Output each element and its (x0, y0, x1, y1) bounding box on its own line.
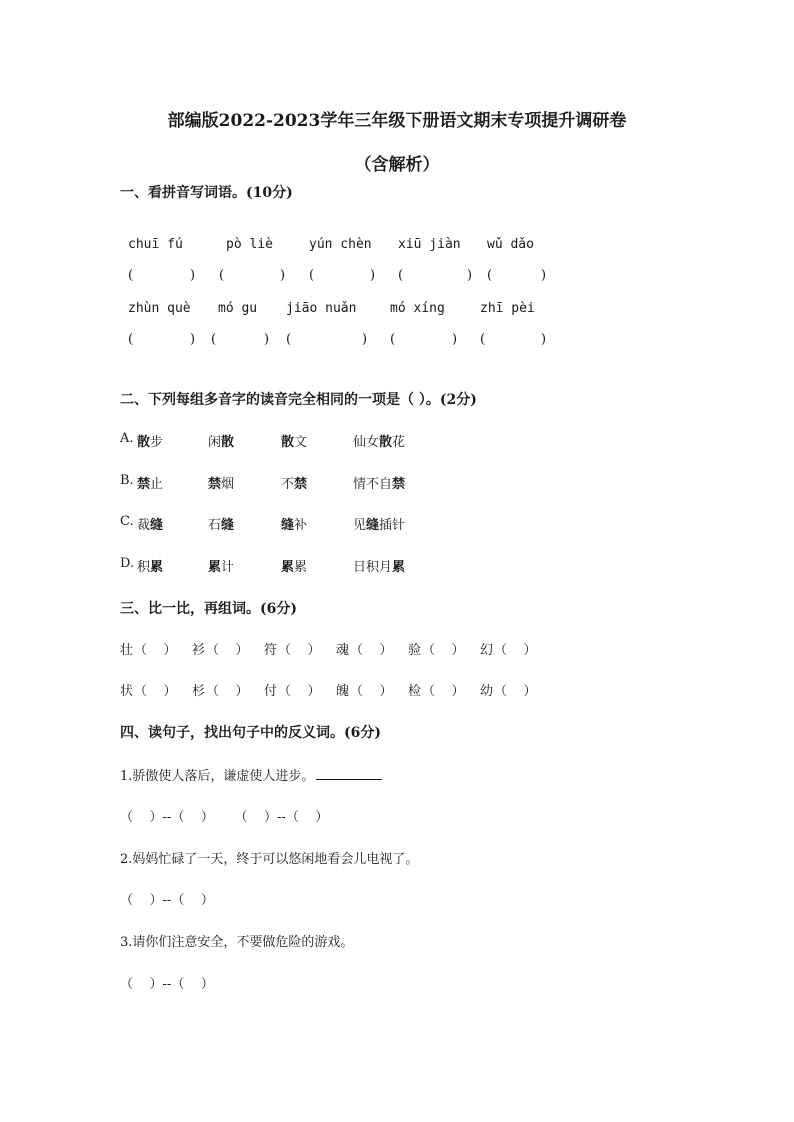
question-2-answer[interactable]: （ ）--（ ） (120, 893, 214, 908)
answer-paren[interactable]: （ ） (422, 643, 465, 658)
question-3-answer[interactable]: （ ）--（ ） (120, 977, 214, 992)
answer-paren[interactable]: （ ） (206, 643, 249, 658)
option-word: 见缝插针 (353, 518, 406, 533)
option-word: 散文 (281, 435, 308, 450)
question-3: 3.请你们注意安全，不要做危险的游戏。 (120, 935, 354, 950)
answer-paren[interactable]: （ ） (206, 684, 249, 699)
pinyin-item: yún chèn (309, 237, 372, 252)
answer-paren-close[interactable]: ) (190, 268, 196, 283)
answer-paren-open[interactable]: ( (390, 332, 396, 347)
compare-char: 验 (408, 643, 422, 658)
option-word: 不禁 (281, 477, 308, 492)
answer-paren-close[interactable]: ) (190, 332, 196, 347)
option-word: 情不自禁 (353, 477, 406, 492)
option-word: 裁缝 (137, 518, 164, 533)
section3-heading: 三、比一比，再组词。(6分) (120, 601, 297, 617)
option-word: 积累 (137, 560, 164, 575)
answer-paren-open[interactable]: ( (398, 268, 404, 283)
section1-heading: 一、看拼音写词语。(10分) (120, 185, 293, 201)
pinyin-item: mó xíng (390, 301, 445, 316)
compare-char: 衫 (192, 643, 206, 658)
option-label: B. (120, 473, 134, 488)
pinyin-item: jiāo nuǎn (286, 301, 357, 316)
option-word: 仙女散花 (353, 435, 406, 450)
pinyin-item: mó gu (218, 301, 258, 316)
question-2: 2.妈妈忙碌了一天，终于可以悠闲地看会儿电视了。 (120, 852, 419, 867)
compare-char: 幼 (480, 684, 494, 699)
option-label: D. (120, 556, 135, 571)
answer-paren-close[interactable]: ) (452, 332, 458, 347)
answer-paren[interactable]: （ ） (422, 684, 465, 699)
answer-paren-open[interactable]: ( (128, 332, 134, 347)
answer-paren-close[interactable]: ) (362, 332, 368, 347)
answer-paren[interactable]: （ ） (494, 684, 537, 699)
pinyin-item: chuī fú (128, 237, 183, 252)
answer-paren-open[interactable]: ( (211, 332, 217, 347)
option-word: 石缝 (208, 518, 235, 533)
answer-paren-close[interactable]: ) (370, 268, 376, 283)
answer-paren-open[interactable]: ( (480, 332, 486, 347)
pinyin-item: xiū jiàn (398, 237, 461, 252)
answer-paren[interactable]: （ ） (134, 684, 177, 699)
answer-paren[interactable]: （ ） (134, 643, 177, 658)
option-word: 日积月累 (353, 560, 406, 575)
answer-paren-close[interactable]: ) (467, 268, 473, 283)
answer-paren-open[interactable]: ( (128, 268, 134, 283)
answer-blank[interactable] (316, 767, 382, 780)
page-subtitle: （含解析） (354, 155, 440, 175)
pinyin-item: zhùn què (128, 301, 191, 316)
answer-paren-open[interactable]: ( (309, 268, 315, 283)
answer-paren-open[interactable]: ( (219, 268, 225, 283)
option-word: 散步 (137, 435, 164, 450)
answer-paren[interactable]: （ ） (278, 643, 321, 658)
answer-paren[interactable]: （ ） (350, 643, 393, 658)
option-word: 禁烟 (208, 477, 235, 492)
answer-paren[interactable]: （ ） (494, 643, 537, 658)
compare-char: 幻 (480, 643, 494, 658)
compare-char: 壮 (120, 643, 134, 658)
compare-char: 状 (120, 684, 134, 699)
option-label: A. (120, 431, 134, 446)
compare-char: 检 (408, 684, 422, 699)
answer-paren-open[interactable]: ( (286, 332, 292, 347)
compare-char: 付 (264, 684, 278, 699)
option-word: 禁止 (137, 477, 164, 492)
page-title: 部编版2022-2023学年三年级下册语文期末专项提升调研卷 (167, 111, 627, 131)
option-word: 缝补 (281, 518, 308, 533)
answer-paren-close[interactable]: ) (264, 332, 270, 347)
answer-paren-open[interactable]: ( (487, 268, 493, 283)
answer-paren-close[interactable]: ) (280, 268, 286, 283)
option-label: C. (120, 514, 134, 529)
option-word: 累计 (208, 560, 235, 575)
question-1: 1.骄傲使人落后，谦虚使人进步。 (120, 765, 382, 784)
question-1-answer[interactable]: （ ）--（ ） （ ）--（ ） (120, 810, 329, 825)
answer-paren[interactable]: （ ） (278, 684, 321, 699)
option-word: 闲散 (208, 435, 235, 450)
answer-paren-close[interactable]: ) (541, 332, 547, 347)
section2-heading: 二、下列每组多音字的读音完全相同的一项是（ ）。(2分) (120, 392, 477, 408)
answer-paren-close[interactable]: ) (541, 268, 547, 283)
compare-char: 魂 (336, 643, 350, 658)
answer-paren[interactable]: （ ） (350, 684, 393, 699)
pinyin-item: zhī pèi (480, 301, 535, 316)
compare-char: 魄 (336, 684, 350, 699)
section4-heading: 四、读句子，找出句子中的反义词。(6分) (120, 725, 381, 741)
compare-char: 杉 (192, 684, 206, 699)
pinyin-item: wǔ dǎo (487, 237, 534, 252)
compare-char: 符 (264, 643, 278, 658)
option-word: 累累 (281, 560, 308, 575)
pinyin-item: pò liè (226, 237, 273, 252)
